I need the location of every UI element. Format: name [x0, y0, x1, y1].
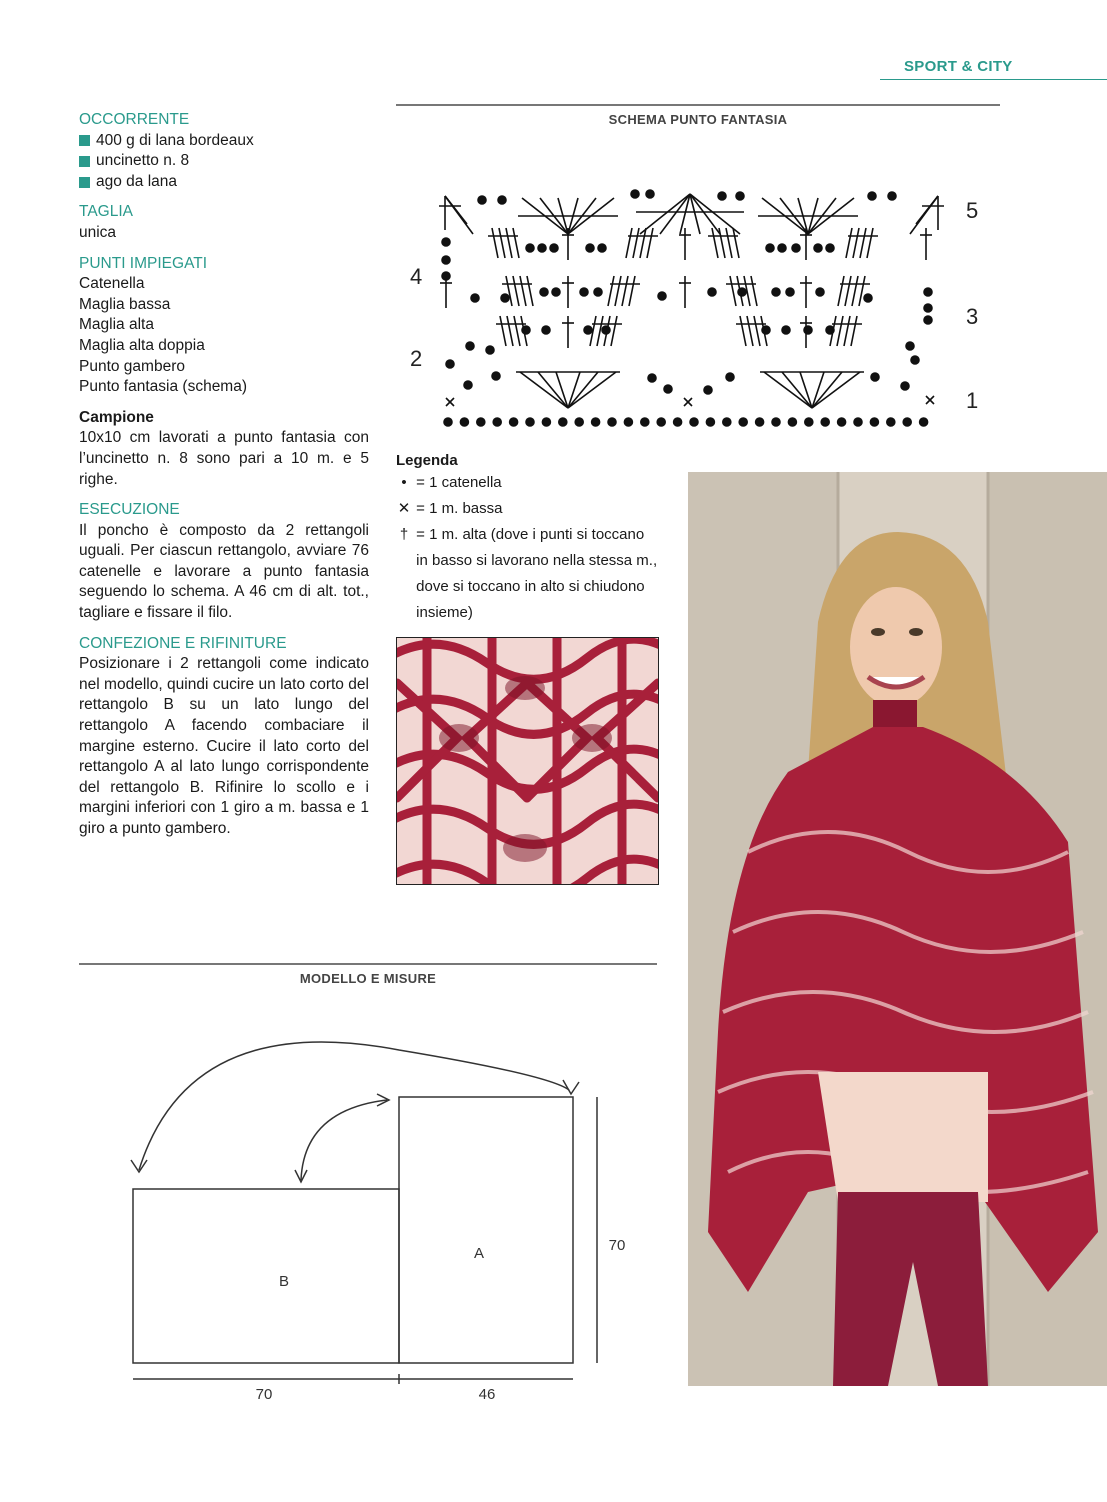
- list-item: Catenella: [79, 275, 145, 293]
- x-stitch-icon: [926, 396, 934, 404]
- rectangle-a: [399, 1097, 573, 1363]
- schema-title: SCHEMA PUNTO FANTASIA: [608, 112, 788, 127]
- row-number-3: 3: [966, 304, 979, 329]
- chain-dot-icon: [864, 294, 872, 302]
- chain-dot-icon: [460, 418, 468, 426]
- list-item: Maglia alta: [79, 316, 154, 334]
- list-item: Maglia alta doppia: [79, 336, 205, 354]
- dimension-width-b: 70: [255, 1386, 273, 1403]
- chain-dot-icon: [580, 288, 588, 296]
- taglia-section: [79, 202, 369, 243]
- chain-dot-icon: [826, 244, 834, 252]
- chain-dot-icon: [540, 288, 548, 296]
- legend: [396, 452, 658, 626]
- swatch-photo: [396, 637, 659, 885]
- chain-dot-icon: [718, 192, 726, 200]
- punti-title: PUNTI IMPIEGATI: [79, 254, 208, 272]
- chain-dot-icon: [664, 385, 672, 393]
- x-stitch-icon: [684, 398, 692, 406]
- chart-row-5: [439, 190, 944, 234]
- chain-dot-icon: [888, 192, 896, 200]
- chain-dot-icon: [704, 386, 712, 394]
- chart-rows-2-4: [440, 228, 932, 368]
- chain-dot-icon: •: [401, 474, 407, 491]
- chain-dot-icon: [778, 244, 786, 252]
- chain-dot-icon: [906, 342, 914, 350]
- modello-rule: [79, 963, 657, 965]
- bullet-square-icon: [79, 135, 90, 146]
- chain-dot-icon: [550, 244, 558, 252]
- bullet-square-icon: [79, 156, 90, 167]
- occorrente-title: OCCORRENTE: [79, 111, 190, 128]
- list-item: uncinetto n. 8: [79, 151, 369, 172]
- chain-dot-icon: [674, 418, 682, 426]
- chain-dot-icon: [723, 418, 731, 426]
- chain-dot-icon: [594, 288, 602, 296]
- chain-dot-icon: [920, 418, 928, 426]
- chain-dot-icon: [559, 418, 567, 426]
- punti-section: [79, 254, 369, 398]
- chain-dot-icon: [631, 190, 639, 198]
- row-number-2: 2: [410, 346, 423, 371]
- confezione-text: Posizionare i 2 rettangoli come indicato nel modello, quindi cucire un lato corto del rettangolo B su un lato lungo del rettangolo A facendo combaciare il margine esterno. Cucire il lato corto del rettangolo A al lato lungo corrispondente del rettangolo B. Rifinire lo scollo e i margini inferiori con 1 giro a m. bassa e 1 giro a punto gambero.: [79, 655, 369, 837]
- chain-dot-icon: [486, 346, 494, 354]
- arrow-b-to-a-short-icon: [301, 1100, 387, 1180]
- bullet-square-icon: [79, 177, 90, 188]
- dagger-stitch-icon: [830, 316, 862, 346]
- chain-dot-icon: [821, 418, 829, 426]
- chain-dot-icon: [816, 288, 824, 296]
- chain-dot-icon: [526, 418, 534, 426]
- confezione-section: [79, 634, 369, 840]
- chain-dot-icon: [510, 418, 518, 426]
- chain-dot-icon: [871, 373, 879, 381]
- dagger-stitch-icon: [846, 228, 878, 258]
- row-number-1: 1: [966, 388, 979, 413]
- dagger-stitch-icon: [708, 228, 739, 258]
- lace-texture: [397, 638, 658, 884]
- pattern-diagram: [79, 1030, 657, 1410]
- dagger-stitch-icon: [920, 228, 932, 260]
- chain-dot-icon: [736, 192, 744, 200]
- half-fan-icon: [910, 196, 944, 234]
- chain-dot-icon: [708, 288, 716, 296]
- chain-dot-icon: [492, 372, 500, 380]
- schema-rule: [396, 104, 1000, 106]
- chain-dot-icon: [901, 382, 909, 390]
- chain-dot-icon: [526, 244, 534, 252]
- chain-dot-icon: [706, 418, 714, 426]
- dagger-stitch-icon: [488, 228, 519, 258]
- chain-dot-icon: [464, 381, 472, 389]
- row-number-5: 5: [966, 198, 979, 223]
- chain-dot-icon: [542, 326, 550, 334]
- chain-dot-icon: [471, 294, 479, 302]
- chain-dot-icon: [788, 418, 796, 426]
- chain-dot-icon: [868, 192, 876, 200]
- chain-dot-icon: [739, 418, 747, 426]
- esecuzione-text: Il poncho è composto da 2 rettangoli uguali. Per ciascun rettangolo, avviare 76 catenelle e lavorare a punto fantasia seguendo lo schema. A 46 cm di alt. tot., tagliare e fissare il filo.: [79, 521, 369, 622]
- chart-row-1: [446, 372, 934, 408]
- dagger-stitch-icon: [562, 276, 574, 308]
- chain-dot-icon: [552, 288, 560, 296]
- dagger-stitch-icon: [562, 316, 574, 348]
- campione-section: [79, 408, 369, 490]
- modello-title: MODELLO E MISURE: [299, 971, 437, 986]
- list-item: Maglia bassa: [79, 295, 171, 313]
- taglia-title: TAGLIA: [79, 203, 133, 221]
- dagger-stitch-icon: [440, 276, 452, 308]
- legend-item: ✕ = 1 m. bassa: [396, 496, 658, 522]
- model-photo: [688, 472, 1107, 1386]
- chain-dot-icon: [726, 373, 734, 381]
- chain-dot-icon: [444, 418, 452, 426]
- chain-dot-icon: [792, 244, 800, 252]
- chain-dot-icon: [493, 418, 501, 426]
- chain-dot-icon: [641, 418, 649, 426]
- chain-dot-icon: [903, 418, 911, 426]
- fan-up-icon: [516, 372, 620, 408]
- chain-dot-icon: [538, 244, 546, 252]
- label-b: B: [278, 1273, 290, 1290]
- chain-dot-icon: [766, 244, 774, 252]
- dagger-stitch-icon: †: [399, 526, 409, 543]
- chain-dot-icon: [646, 190, 654, 198]
- chain-dot-icon: [442, 256, 450, 264]
- chain-dot-icon: [477, 418, 485, 426]
- chain-dot-icon: [838, 418, 846, 426]
- x-stitch-icon: [446, 398, 454, 406]
- chain-dot-icon: [584, 326, 592, 334]
- chain-dot-icon: [575, 418, 583, 426]
- legend-item: † = 1 m. alta (dove i punti si toccano in basso si lavorano nella stessa m., dove si toccano in alto si chiudono insieme): [396, 522, 658, 626]
- chain-dot-icon: [805, 418, 813, 426]
- legend-item: • = 1 catenella: [396, 470, 658, 496]
- chain-dot-icon: [782, 326, 790, 334]
- chain-dot-icon: [772, 288, 780, 296]
- campione-title: Campione: [79, 408, 154, 426]
- chain-dot-icon: [887, 418, 895, 426]
- chain-dot-icon: [586, 244, 594, 252]
- campione-text: 10x10 cm lavorati a punto fantasia con l’uncinetto n. 8 sono pari a 10 m. e 5 righe.: [79, 429, 369, 488]
- chain-dot-icon: [854, 418, 862, 426]
- chain-dot-icon: [924, 316, 932, 324]
- chain-dot-icon: [924, 304, 932, 312]
- label-a: A: [473, 1245, 485, 1262]
- chain-dot-icon: [592, 418, 600, 426]
- stitch-chart: [400, 180, 1000, 440]
- rectangle-b: [133, 1189, 399, 1363]
- instructions-column: [79, 110, 369, 850]
- legend-title: Legenda: [396, 452, 458, 469]
- list-item: 400 g di lana bordeaux: [79, 131, 369, 152]
- dagger-stitch-icon: [608, 276, 640, 306]
- dimension-width-a: 46: [478, 1386, 496, 1403]
- list-item: Punto gambero: [79, 357, 185, 375]
- chain-dot-icon: [814, 244, 822, 252]
- chain-dot-icon: [756, 418, 764, 426]
- chain-dot-icon: [786, 288, 794, 296]
- row-number-4: 4: [410, 264, 423, 289]
- chain-dot-icon: [498, 196, 506, 204]
- list-item: Punto fantasia (schema): [79, 378, 248, 396]
- confezione-title: CONFEZIONE E RIFINITURE: [79, 634, 287, 652]
- dagger-stitch-icon: [679, 276, 691, 308]
- chain-dot-icon: [608, 418, 616, 426]
- chain-dot-icon: [542, 418, 550, 426]
- chain-dot-icon: [924, 288, 932, 296]
- chain-dot-icon: [501, 294, 509, 302]
- chain-dot-icon: [446, 360, 454, 368]
- chain-dot-icon: [657, 418, 665, 426]
- list-item: ago da lana: [79, 172, 369, 193]
- chain-dot-icon: [658, 292, 666, 300]
- arrow-b-to-a-icon: [139, 1042, 569, 1170]
- foundation-chain: [444, 418, 928, 426]
- chain-dot-icon: [648, 374, 656, 382]
- x-stitch-icon: ✕: [397, 500, 411, 517]
- section-brand: SPORT & CITY: [904, 58, 1013, 75]
- esecuzione-section: [79, 500, 369, 624]
- chain-dot-icon: [624, 418, 632, 426]
- chain-dot-icon: [442, 238, 450, 246]
- occorrente-section: [79, 110, 369, 192]
- chain-dot-icon: [690, 418, 698, 426]
- chain-dot-icon: [870, 418, 878, 426]
- half-fan-icon: [439, 196, 473, 234]
- fan-down-icon: [758, 198, 858, 234]
- chain-dot-icon: [772, 418, 780, 426]
- esecuzione-title: ESECUZIONE: [79, 501, 180, 519]
- fan-up-icon: [760, 372, 864, 408]
- taglia-value: unica: [79, 223, 117, 241]
- chain-dot-icon: [598, 244, 606, 252]
- poncho-model-illustration: [688, 472, 1107, 1386]
- chain-dot-icon: [466, 342, 474, 350]
- dimension-height: 70: [608, 1237, 626, 1254]
- chain-dot-icon: [911, 356, 919, 364]
- header-rule: [880, 79, 1107, 80]
- chain-dot-icon: [478, 196, 486, 204]
- dagger-stitch-icon: [800, 276, 812, 308]
